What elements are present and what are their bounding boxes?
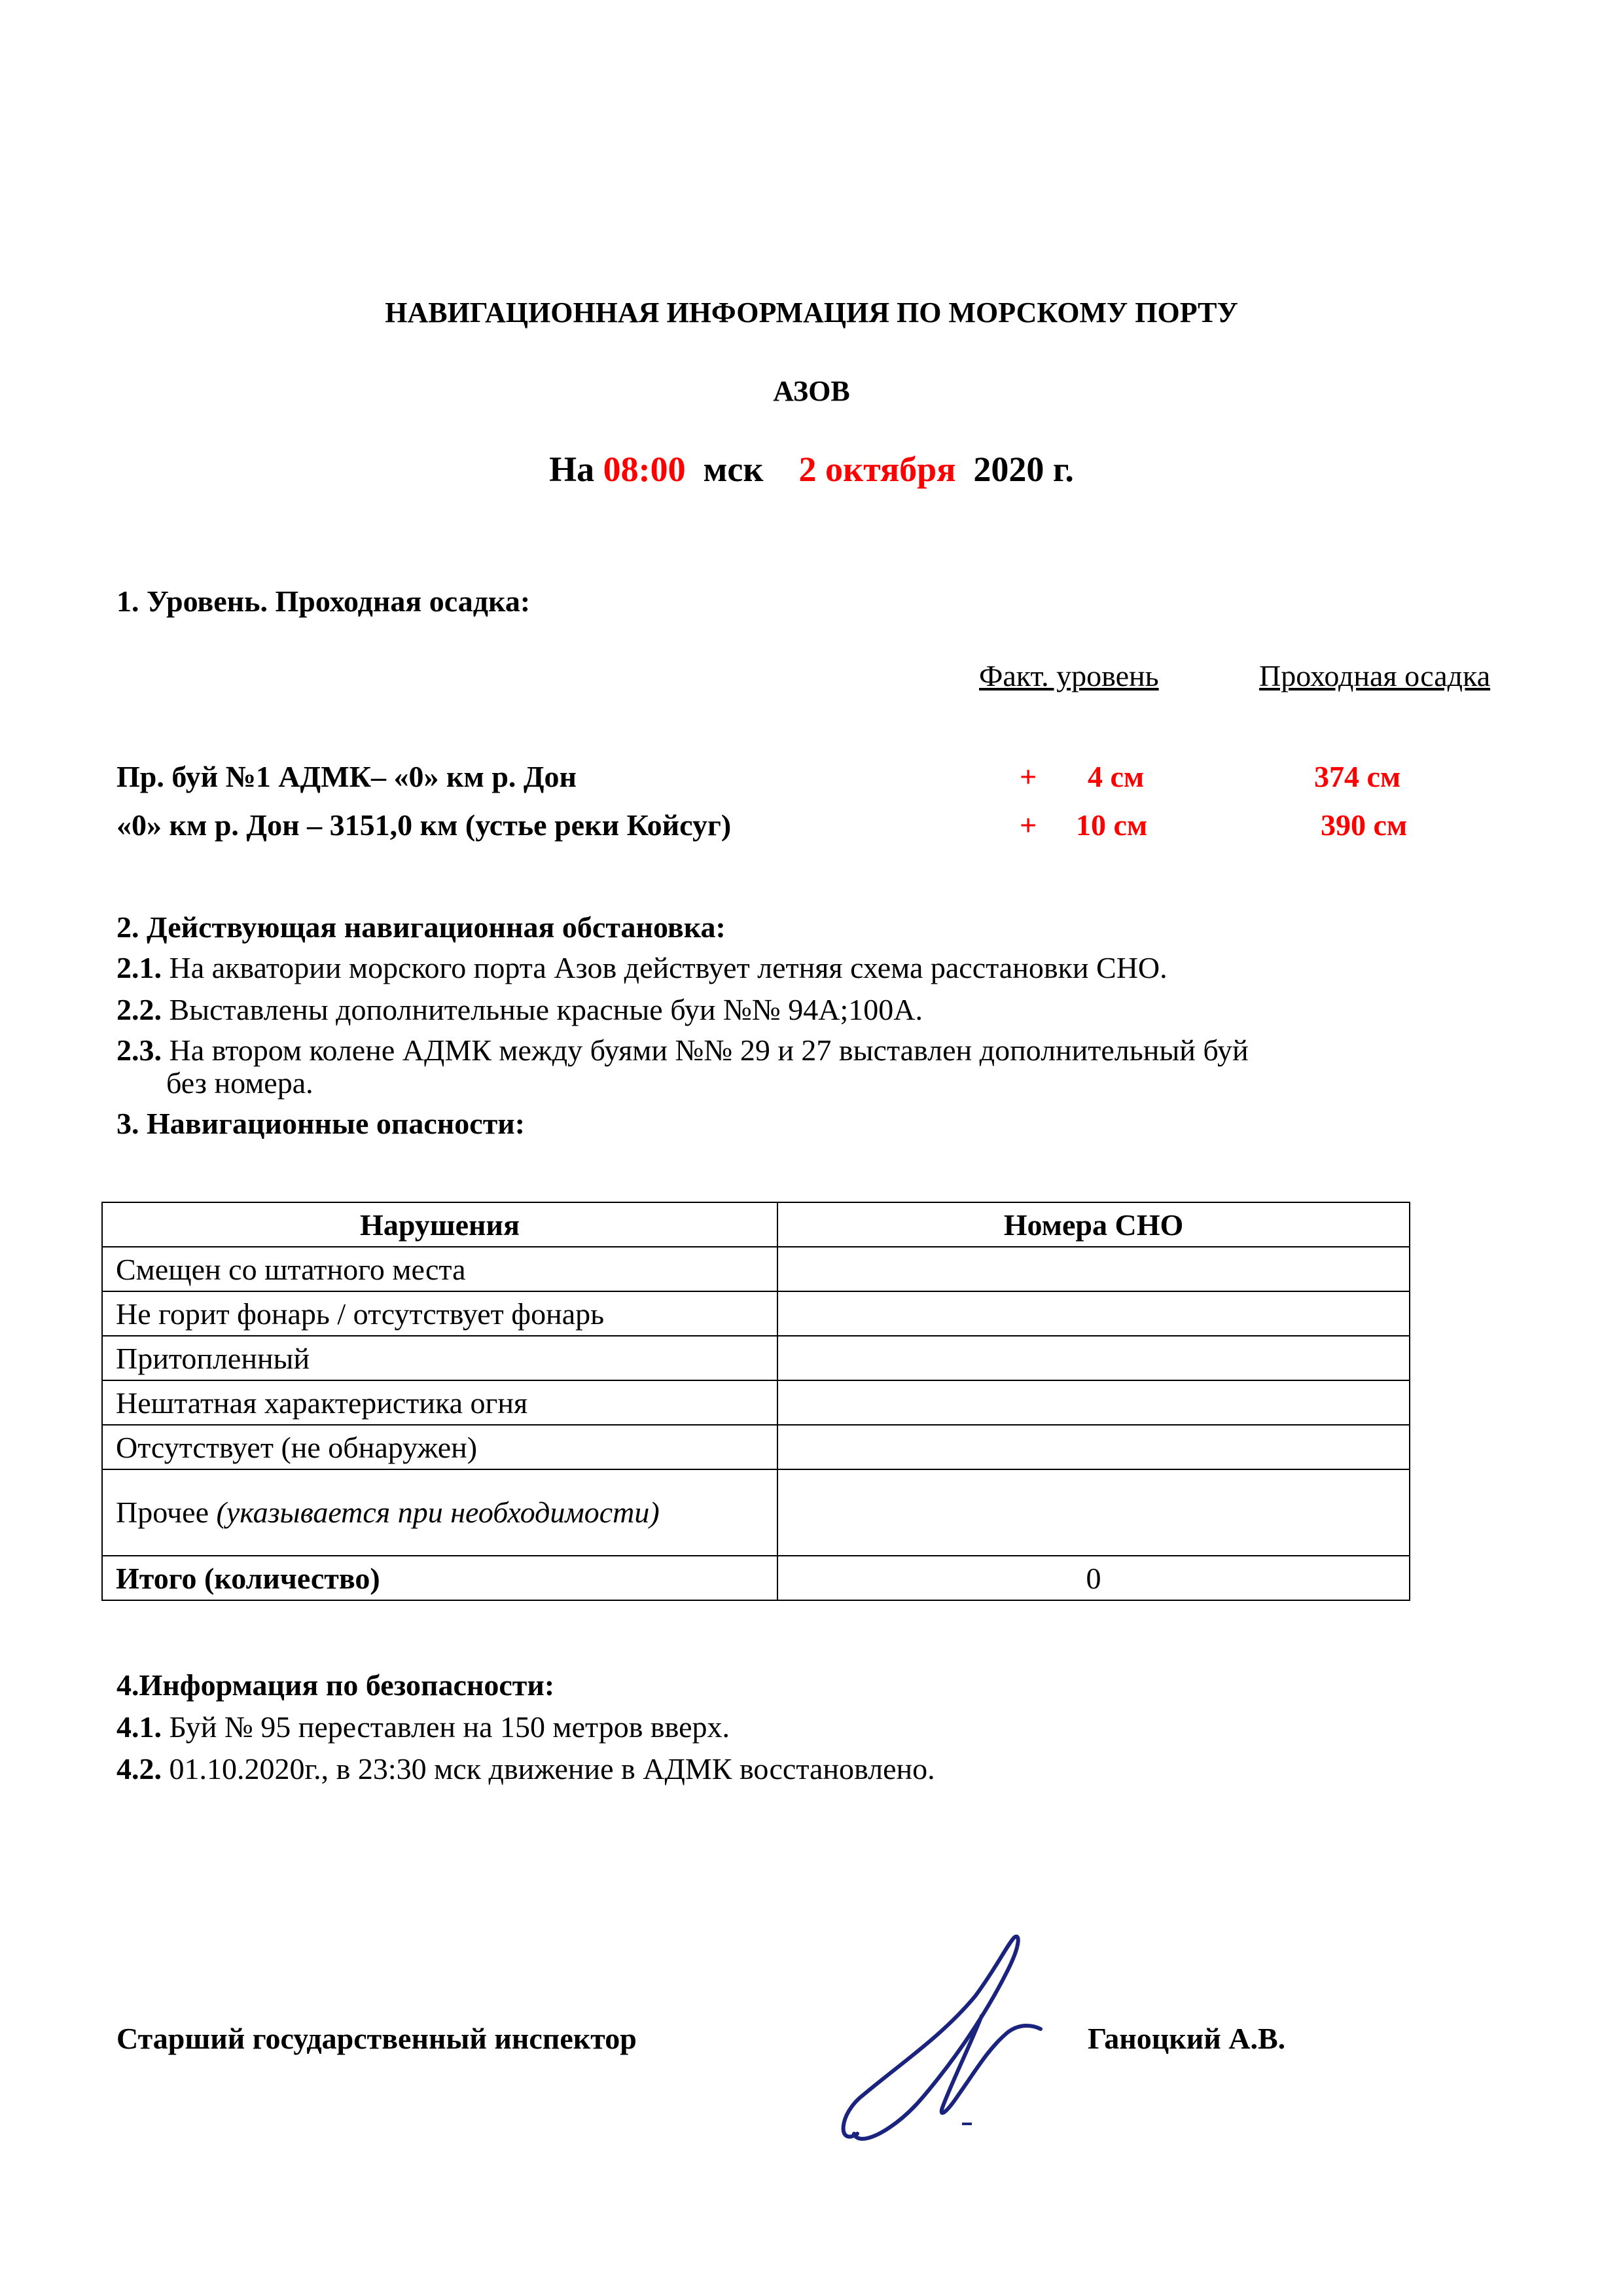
other-label: Прочее [116,1496,209,1529]
report-date: 2 октября [798,450,956,489]
safety-item [116,1751,1576,1787]
time-unit: мск [703,450,764,489]
table-row [102,1469,1410,1556]
safety-item [116,1710,1576,1745]
buoy-numbers [777,1336,1410,1380]
table-row [102,1336,1410,1380]
col-draft-header: Проходная осадка [1259,659,1491,692]
item-number: 2.3. [116,1033,162,1067]
signatory-position: Старший государственный инспектор [116,2022,637,2055]
violation-label: Притопленный [102,1336,777,1380]
draft-value: 390 см [1321,808,1408,842]
total-label: Итого (количество) [102,1556,777,1600]
violation-label: Не горит фонарь / отсутствует фонарь [102,1291,777,1336]
nav-item [116,1034,1576,1100]
report-year: 2020 г. [973,450,1074,489]
violation-other-label [102,1469,777,1556]
buoy-numbers [777,1247,1410,1291]
level-sign: + [1020,760,1037,793]
section4-heading: 4.Информация по безопасности: [116,1668,555,1702]
segment-label: «0» км р. Дон – 3151,0 км (устье реки Койсуг) [116,808,732,842]
segment-label: Пр. буй №1 АДМК– «0» км р. Дон [116,760,577,793]
item-number: 2.2. [116,993,162,1026]
col-violations-header: Нарушения [102,1202,777,1247]
nav-item [116,992,1576,1028]
col-buoy-numbers-header: Номера СНО [777,1202,1410,1247]
level-value: 4 см [1088,760,1145,793]
report-time: 08:00 [603,450,686,489]
section3-heading: 3. Навигационные опасности: [116,1107,526,1140]
item-number: 4.1. [116,1710,162,1744]
item-text: Выставлены дополнительные красные буи №№ 94А;100А. [169,993,923,1026]
nav-item [116,950,1576,986]
table-row [102,1380,1410,1425]
item-text-continued: без номера. [166,1066,313,1100]
buoy-numbers [777,1380,1410,1425]
report-datetime [0,449,1623,490]
signature-image [812,1918,1086,2166]
item-text: Буй № 95 переставлен на 150 метров вверх. [169,1710,730,1744]
total-value: 0 [777,1556,1410,1600]
level-sign: + [1020,808,1037,842]
date-prefix: На [549,450,595,489]
table-row [102,1425,1410,1469]
section2-heading: 2. Действующая навигационная обстановка: [116,910,726,944]
violation-label: Отсутствует (не обнаружен) [102,1425,777,1469]
section1-heading: 1. Уровень. Проходная осадка: [116,584,531,618]
item-text: На втором колене АДМК между буями №№ 29 и 27 выставлен дополнительный буй [169,1033,1249,1067]
item-text: 01.10.2020г., в 23:30 мск движение в АДМК восстановлено. [169,1752,935,1785]
table-row [102,1291,1410,1336]
document-title: НАВИГАЦИОННАЯ ИНФОРМАЦИЯ ПО МОРСКОМУ ПОРТУ [385,296,1238,329]
table-total-row [102,1556,1410,1600]
violation-label: Нештатная характеристика огня [102,1380,777,1425]
item-number: 2.1. [116,951,162,984]
level-value: 10 см [1076,808,1148,842]
other-note: (указывается при необходимости) [216,1496,660,1529]
port-name: АЗОВ [773,375,850,407]
violation-label: Смещен со штатного места [102,1247,777,1291]
table-row [102,1247,1410,1291]
violations-table [101,1202,1410,1601]
buoy-numbers [777,1469,1410,1556]
table-header-row [102,1202,1410,1247]
signatory-name: Ганоцкий А.В. [1088,2022,1286,2055]
item-number: 4.2. [116,1752,162,1785]
buoy-numbers [777,1425,1410,1469]
item-text: На акватории морского порта Азов действует летняя схема расстановки СНО. [169,951,1168,984]
buoy-numbers [777,1291,1410,1336]
col-level-header: Факт. уровень [979,659,1159,692]
draft-value: 374 см [1314,760,1401,793]
